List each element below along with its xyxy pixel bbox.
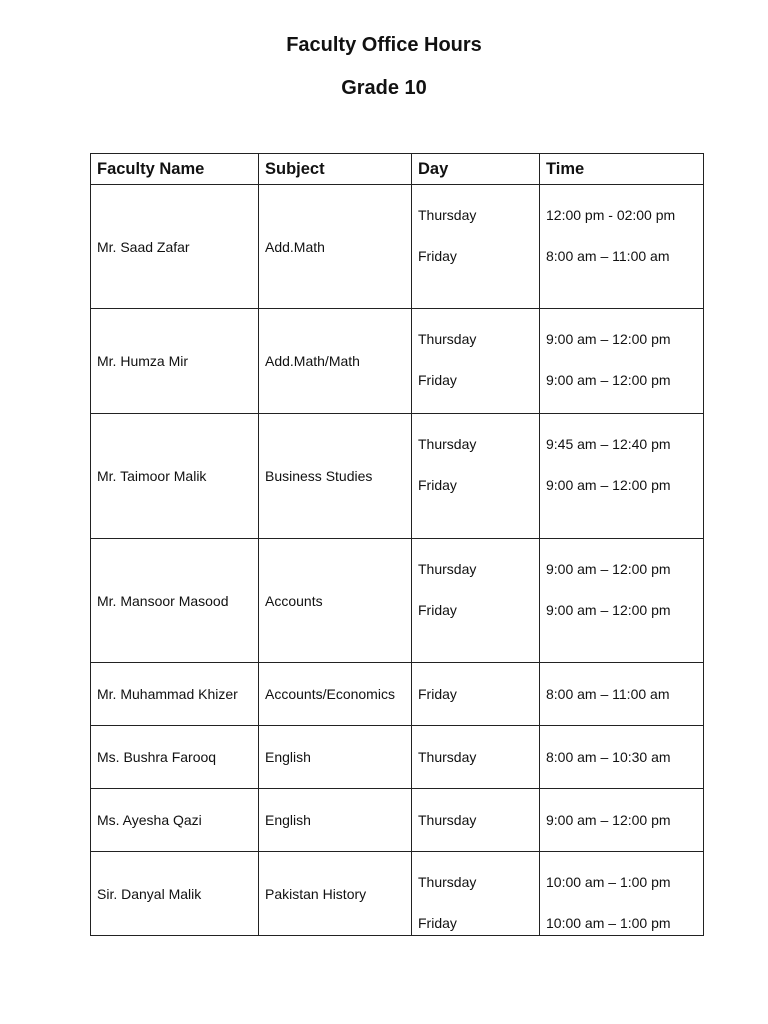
faculty-name-cell: Ms. Bushra Farooq [91,726,259,789]
time-cell [540,309,704,414]
day-value: Thursday [418,874,477,890]
page-subtitle: Grade 10 [341,77,427,99]
day-value: Friday [418,248,457,264]
day-value: Thursday [418,331,477,347]
day-cell: Thursday [412,789,540,852]
day-value: Thursday [418,207,477,223]
subject-cell: English [259,726,412,789]
table-row [91,539,704,663]
subject-cell: Pakistan History [259,852,412,936]
time-value: 9:45 am – 12:40 pm [546,436,671,452]
day-value: Friday [418,602,457,618]
day-cell: Thursday [412,726,540,789]
time-value: 10:00 am – 1:00 pm [546,915,671,931]
table-row [91,726,704,789]
header-faculty-name: Faculty Name [91,154,259,185]
time-cell [540,539,704,663]
faculty-name-cell: Mr. Saad Zafar [91,185,259,309]
day-cell [412,852,540,936]
faculty-name-cell: Sir. Danyal Malik [91,852,259,936]
day-cell [412,414,540,539]
day-value: Friday [418,915,457,931]
day-value: Thursday [418,436,477,452]
day-cell [412,539,540,663]
time-value: 12:00 pm - 02:00 pm [546,207,676,223]
time-cell: 9:00 am – 12:00 pm [540,789,704,852]
time-value: 8:00 am – 11:00 am [546,248,670,264]
table-header-row [91,154,704,185]
table-row [91,185,704,309]
time-value: 9:00 am – 12:00 pm [546,477,671,493]
subject-cell: Business Studies [259,414,412,539]
subject-cell: Accounts/Economics [259,663,412,726]
header-day: Day [412,154,540,185]
office-hours-table [90,153,704,936]
table-row [91,309,704,414]
table-row [91,852,704,936]
day-cell [412,309,540,414]
subject-cell: English [259,789,412,852]
header-subject: Subject [259,154,412,185]
day-value: Friday [418,372,457,388]
time-value: 9:00 am – 12:00 pm [546,602,671,618]
page-title: Faculty Office Hours [286,34,482,56]
table-row [91,663,704,726]
subject-cell: Accounts [259,539,412,663]
time-value: 10:00 am – 1:00 pm [546,874,671,890]
faculty-name-cell: Mr. Muhammad Khizer [91,663,259,726]
day-cell [412,185,540,309]
time-cell: 8:00 am – 11:00 am [540,663,704,726]
table-row [91,414,704,539]
day-value: Friday [418,477,457,493]
header-time: Time [540,154,704,185]
time-cell [540,414,704,539]
time-cell: 8:00 am – 10:30 am [540,726,704,789]
day-value: Thursday [418,561,477,577]
subject-cell: Add.Math [259,185,412,309]
time-cell [540,852,704,936]
faculty-name-cell: Mr. Taimoor Malik [91,414,259,539]
time-value: 9:00 am – 12:00 pm [546,561,671,577]
faculty-name-cell: Mr. Mansoor Masood [91,539,259,663]
subject-cell: Add.Math/Math [259,309,412,414]
time-value: 9:00 am – 12:00 pm [546,372,671,388]
day-cell: Friday [412,663,540,726]
time-value: 9:00 am – 12:00 pm [546,331,671,347]
faculty-name-cell: Mr. Humza Mir [91,309,259,414]
faculty-name-cell: Ms. Ayesha Qazi [91,789,259,852]
time-cell [540,185,704,309]
table-row [91,789,704,852]
